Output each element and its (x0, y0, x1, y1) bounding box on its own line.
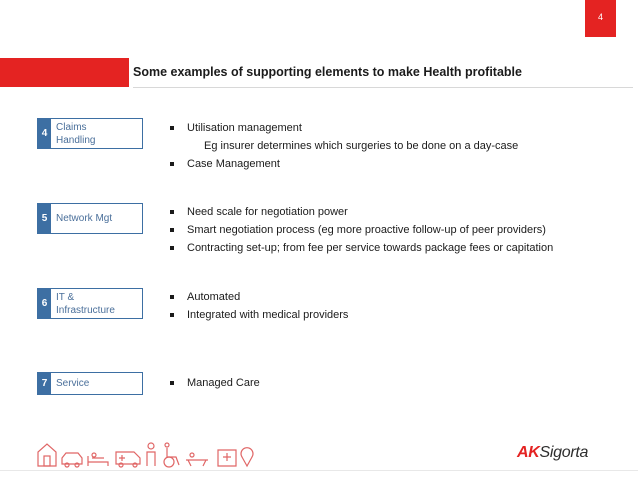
section-label-text: Network Mgt (56, 213, 113, 224)
bullet-item: Contracting set-up; from fee per service towards package fees or capitation (170, 239, 553, 257)
bullet-square-icon (170, 228, 174, 232)
bullet-item: Utilisation management (170, 119, 518, 137)
bullet-item: Smart negotiation process (eg more proactive follow-up of peer providers) (170, 221, 553, 239)
section-label-service (37, 372, 143, 395)
bullet-item: Managed Care (170, 374, 260, 392)
bullet-subtext: Eg insurer determines which surgeries to be done on a day-case (204, 140, 519, 152)
bullet-square-icon (170, 126, 174, 130)
section-label-text: IT & Infrastructure (56, 291, 115, 316)
bullet-square-icon (170, 162, 174, 166)
bullet-item: Case Management (170, 155, 518, 173)
doctor-icon (147, 443, 155, 466)
footer-healthcare-icons (36, 438, 254, 468)
ambulance-icon (116, 452, 140, 467)
stretcher-icon (186, 453, 208, 466)
bullet-list-network (170, 203, 553, 257)
section-label-network-mgt (37, 203, 143, 234)
house-icon (38, 444, 56, 466)
location-pin-icon (241, 448, 253, 466)
bullet-list-service (170, 374, 260, 392)
section-number: 4 (38, 119, 51, 148)
slide-title: Some examples of supporting elements to make Health profitable (133, 58, 633, 88)
section-label-text: Service (56, 378, 90, 389)
section-number: 6 (38, 289, 51, 318)
pharmacy-icon (218, 450, 236, 466)
bullet-square-icon (170, 313, 174, 317)
section-label-text: Claims Handling (56, 121, 96, 146)
section-label-claims-handling (37, 118, 143, 149)
car-icon (62, 453, 82, 467)
bullet-list-it (170, 288, 348, 324)
bullet-item: Need scale for negotiation power (170, 203, 553, 221)
footer-divider (0, 470, 638, 471)
page-number-badge: 4 (585, 0, 616, 37)
aksigorta-logo: AKSigorta (517, 444, 589, 461)
bullet-square-icon (170, 246, 174, 250)
bullet-list-claims (170, 119, 518, 173)
hospital-bed-icon (88, 453, 108, 466)
section-number: 7 (38, 373, 51, 394)
bullet-square-icon (170, 210, 174, 214)
section-number: 5 (38, 204, 51, 233)
bullet-item: Integrated with medical providers (170, 306, 348, 324)
bullet-square-icon (170, 295, 174, 299)
title-accent-bar (0, 58, 129, 87)
bullet-item: Automated (170, 288, 348, 306)
bullet-square-icon (170, 381, 174, 385)
wheelchair-icon (164, 443, 179, 467)
section-label-it-infrastructure (37, 288, 143, 319)
